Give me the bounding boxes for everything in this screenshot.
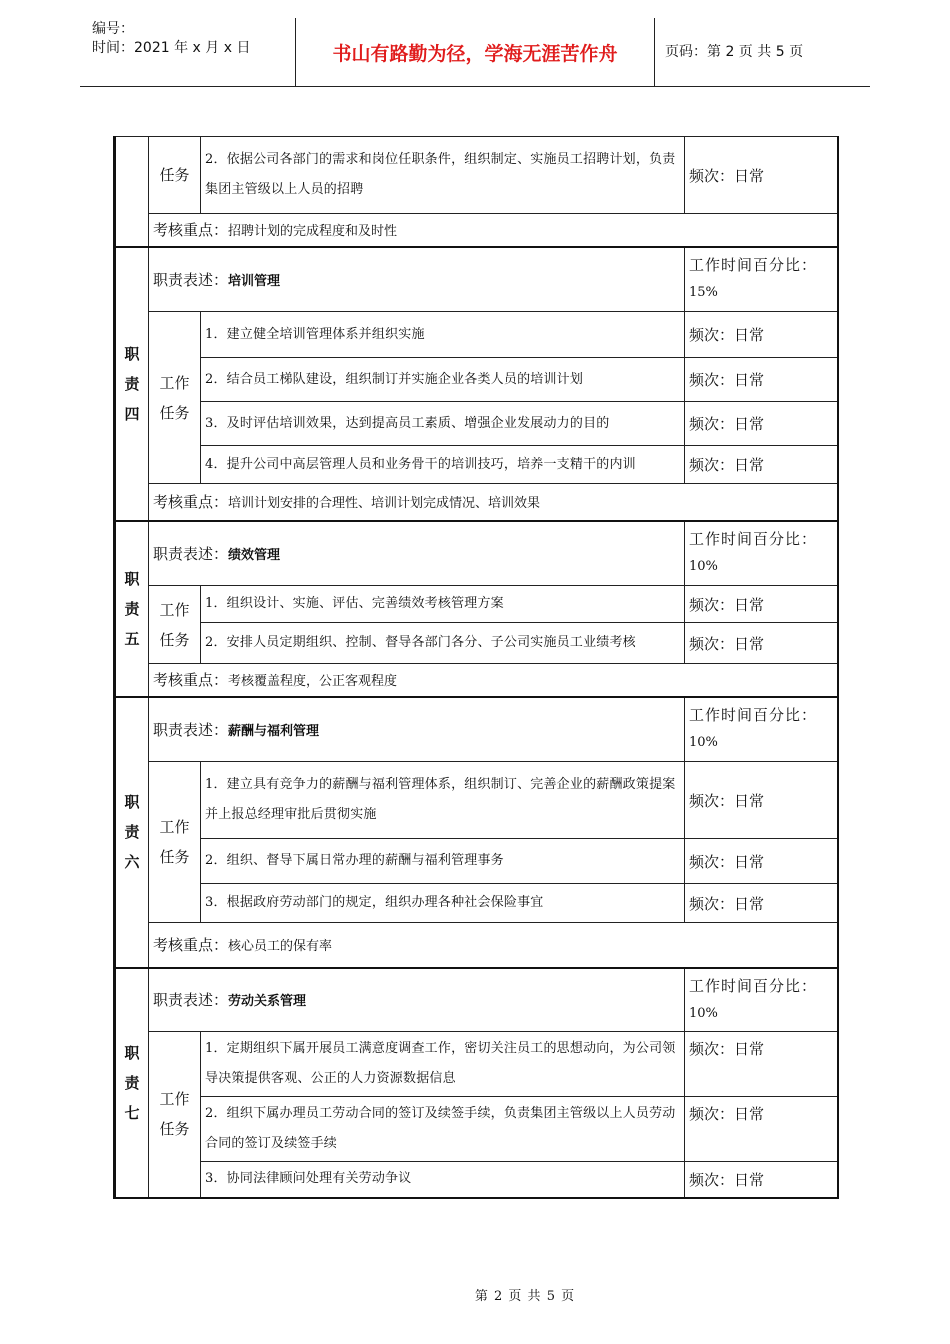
duty-label-4: 职 责 四 [115, 247, 149, 521]
header-page-label: 页码：第 2 页 共 5 页 [665, 44, 804, 60]
table-row [115, 312, 838, 358]
time-pct-cell: 工作时间百分比： 10% [685, 697, 838, 762]
duty-label-7: 职 责 七 [115, 968, 149, 1198]
table-row [115, 1162, 838, 1198]
duty-desc-row: 职责表述：薪酬与福利管理 [149, 697, 685, 762]
page-footer: 第 2 页 共 5 页 [474, 1289, 576, 1304]
work-task-label: 工作 任务 [149, 586, 201, 664]
table-row [115, 968, 838, 1032]
time-pct-value: 15% [689, 285, 718, 301]
task-text: 3．协同法律顾问处理有关劳动争议 [201, 1162, 685, 1198]
duty-table [113, 136, 839, 1199]
table-row [115, 697, 838, 762]
table-row [115, 664, 838, 697]
work-task-label: 工作 任务 [149, 762, 201, 923]
assessment-row: 考核重点：培训计划安排的合理性、培训计划完成情况、培训效果 [149, 484, 838, 521]
task-label: 任务 [149, 137, 201, 214]
frequency: 频次：日常 [685, 586, 838, 623]
time-pct-cell: 工作时间百分比： 10% [685, 521, 838, 586]
duty-label-cont [115, 137, 149, 247]
table-row [115, 484, 838, 521]
table-row [115, 586, 838, 623]
table-row [115, 839, 838, 884]
table-row [115, 358, 838, 402]
task-text: 2．组织下属办理员工劳动合同的签订及续签手续，负责集团主管级以上人员劳动合同的签订及续签手续 [201, 1097, 685, 1162]
frequency: 频次：日常 [685, 358, 838, 402]
duty-desc-row: 职责表述：劳动关系管理 [149, 968, 685, 1032]
table-row [115, 762, 838, 839]
table-row [115, 1097, 838, 1162]
task-text: 1．建立具有竞争力的薪酬与福利管理体系，组织制订、完善企业的薪酬政策提案并上报总经理审批后贯彻实施 [201, 762, 685, 839]
table-row [115, 446, 838, 484]
duty-desc-row [149, 247, 685, 312]
frequency: 频次：日常 [685, 312, 838, 358]
table-row [115, 247, 838, 312]
table-row [115, 214, 838, 247]
frequency: 频次：日常 [685, 762, 838, 839]
table-row [115, 137, 838, 214]
frequency: 频次：日常 [685, 1097, 838, 1162]
task-text: 1．建立健全培训管理体系并组织实施 [201, 312, 685, 358]
assessment-row: 考核重点：核心员工的保有率 [149, 923, 838, 968]
task-text: 1．定期组织下属开展员工满意度调查工作，密切关注员工的思想动向，为公司领导决策提供客观、公正的人力资源数据信息 [201, 1032, 685, 1097]
assessment-row: 考核重点：考核覆盖程度，公正客观程度 [149, 664, 838, 697]
task-text: 3．根据政府劳动部门的规定，组织办理各种社会保险事宜 [201, 884, 685, 923]
page-header [80, 16, 870, 87]
duty-desc-label: 职责表述： [153, 270, 229, 289]
frequency: 频次：日常 [685, 402, 838, 446]
table-row [115, 623, 838, 664]
frequency: 频次：日常 [685, 884, 838, 923]
table-row [115, 402, 838, 446]
frequency: 频次：日常 [685, 446, 838, 484]
duty-name: 培训管理 [228, 273, 281, 289]
task-text: 1．组织设计、实施、评估、完善绩效考核管理方案 [201, 586, 685, 623]
task-text: 4．提升公司中高层管理人员和业务骨干的培训技巧，培养一支精干的内训 [201, 446, 685, 484]
table-row [115, 1032, 838, 1097]
time-pct-cell [685, 247, 838, 312]
frequency: 频次：日常 [685, 1032, 838, 1097]
header-meta [80, 16, 295, 86]
assessment-row [149, 214, 838, 247]
work-task-label: 工作 任务 [149, 312, 201, 484]
task-text: 2．安排人员定期组织、控制、督导各部门各分、子公司实施员工业绩考核 [201, 623, 685, 664]
header-slogan: 书山有路勤为径，学海无涯苦作舟 [295, 18, 655, 86]
assess-label: 考核重点： [153, 221, 229, 240]
table-row [115, 521, 838, 586]
frequency: 频次：日常 [685, 623, 838, 664]
task-text: 2．组织、督导下属日常办理的薪酬与福利管理事务 [201, 839, 685, 884]
duty-label-6: 职 责 六 [115, 697, 149, 968]
time-label: 时间：2021 年 x 月 x 日 [92, 40, 251, 56]
frequency: 频次：日常 [685, 1162, 838, 1198]
task-text: 2．结合员工梯队建设，组织制订并实施企业各类人员的培训计划 [201, 358, 685, 402]
duty-label-5: 职 责 五 [115, 521, 149, 697]
assess-text: 招聘计划的完成程度和及时性 [228, 224, 398, 240]
duty-desc-row: 职责表述：绩效管理 [149, 521, 685, 586]
task-text: 2．依据公司各部门的需求和岗位任职条件，组织制定、实施员工招聘计划，负责集团主管级以上人员的招聘 [201, 137, 685, 214]
serial-label: 编号： [92, 21, 134, 37]
frequency: 频次：日常 [685, 839, 838, 884]
work-task-label: 工作 任务 [149, 1032, 201, 1198]
time-pct-cell: 工作时间百分比： 10% [685, 968, 838, 1032]
task-text: 3．及时评估培训效果，达到提高员工素质、增强企业发展动力的目的 [201, 402, 685, 446]
table-row [115, 923, 838, 968]
table-row [115, 884, 838, 923]
frequency: 频次：日常 [685, 137, 838, 214]
time-pct-label: 工作时间百分比： [689, 256, 818, 275]
